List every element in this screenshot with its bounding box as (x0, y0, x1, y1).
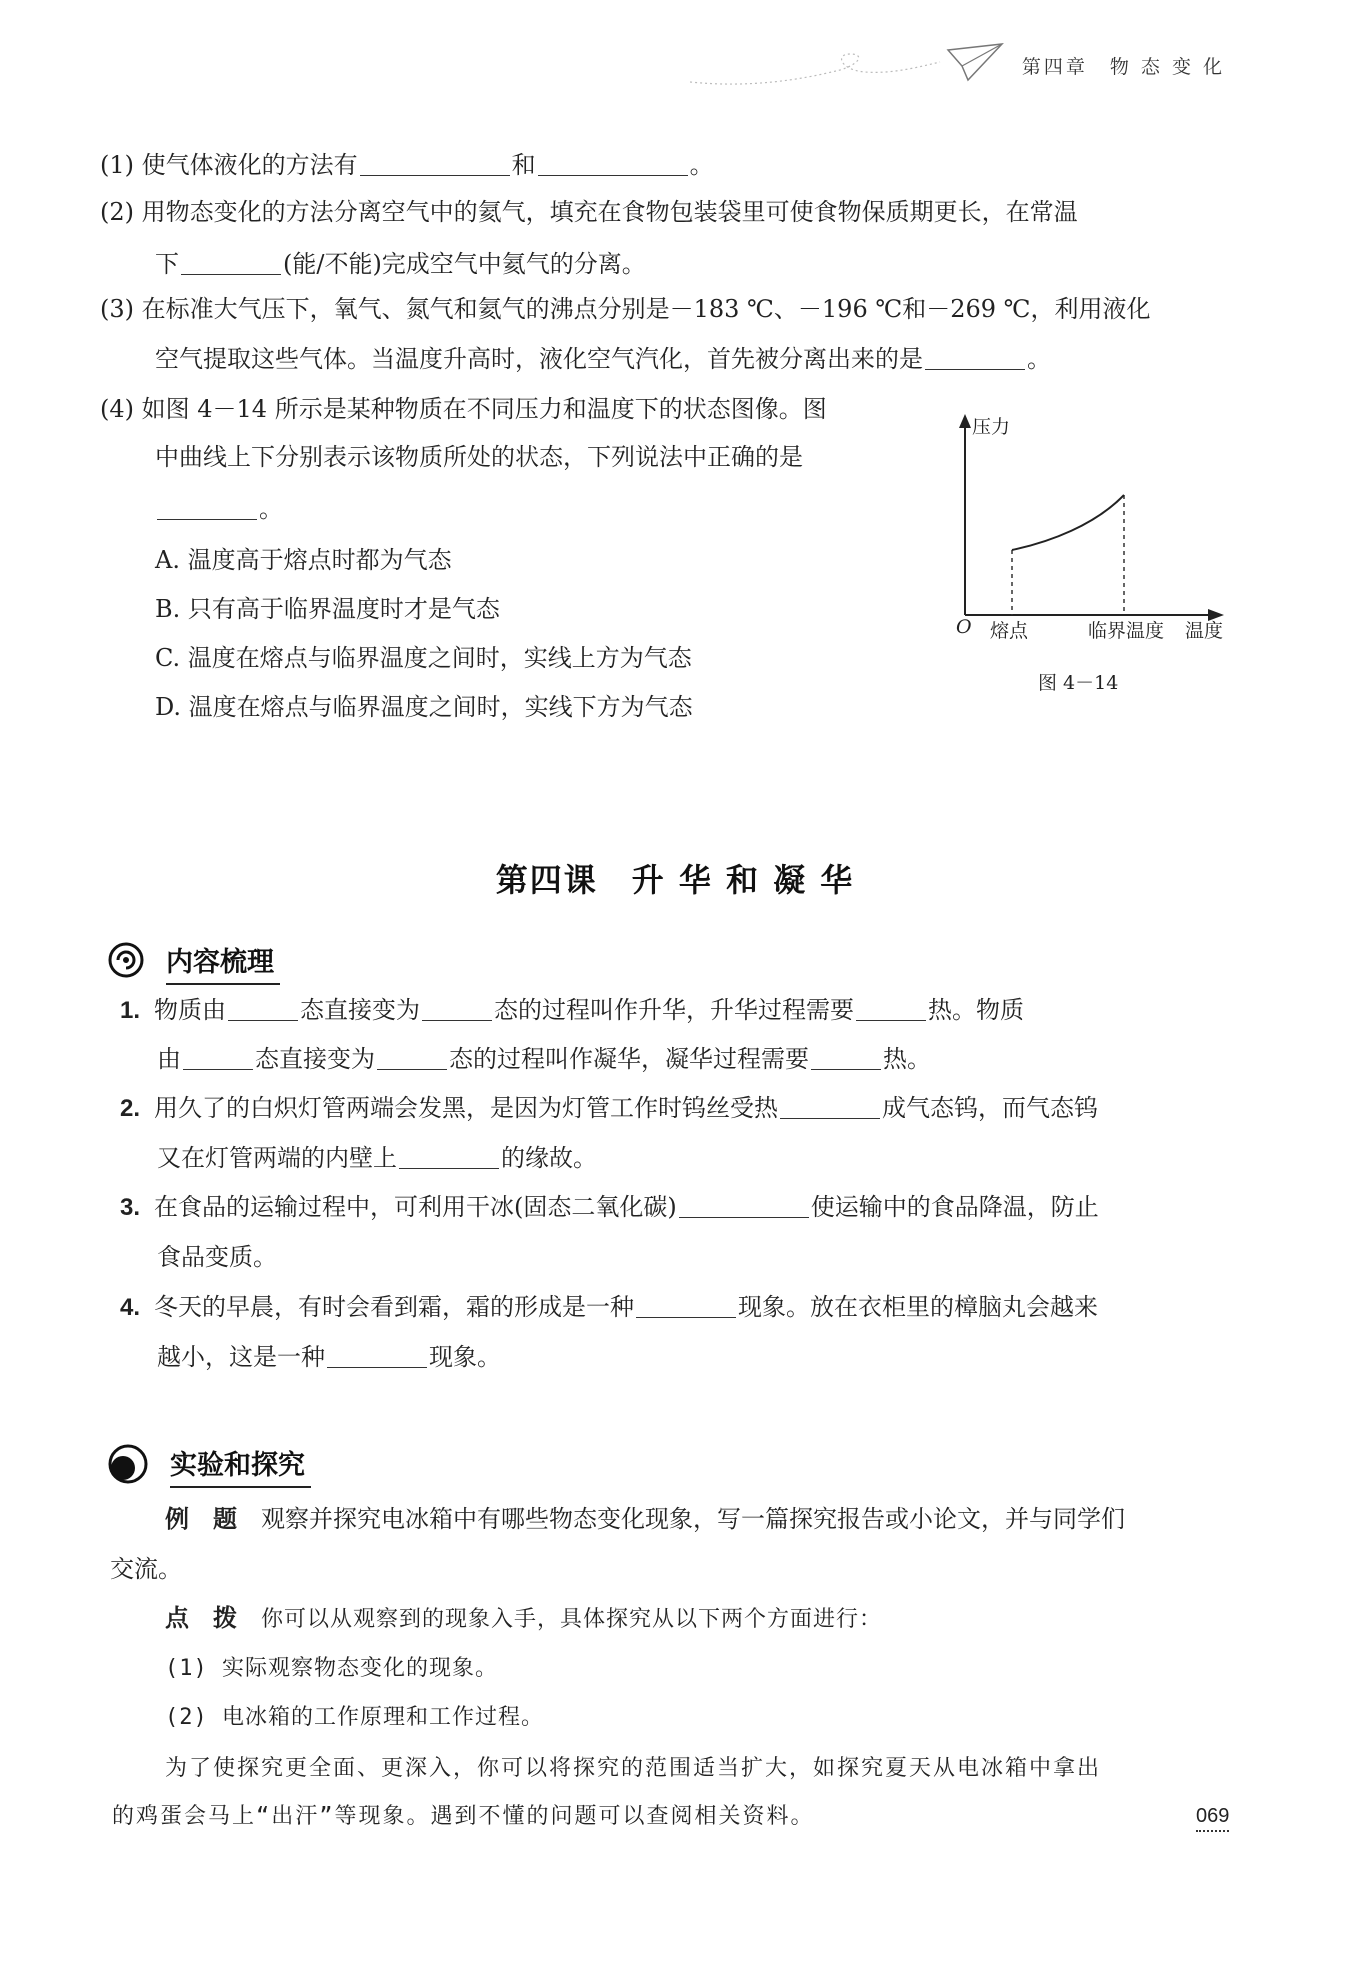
text: 用久了的白炽灯管两端会发黑，是因为灯管工作时钨丝受热 (154, 1094, 779, 1122)
hint-line-1 (165, 1601, 882, 1637)
hint-point-1: (1) 实际观察物态变化的现象。 (165, 1656, 498, 1681)
melting-point-label: 熔点 (990, 620, 1029, 642)
text: 成气态钨，而气态钨 (882, 1094, 1099, 1122)
text: 现象。放在衣柜里的樟脑丸会越来 (738, 1293, 1099, 1321)
answer-blank[interactable] (360, 153, 510, 176)
answer-blank[interactable] (925, 347, 1025, 370)
critical-temperature-label: 临界温度 (1088, 620, 1165, 642)
paragraph-line-2: 的鸡蛋会马上“出汗”等现象。遇到不懂的问题可以查阅相关资料。 (112, 1804, 815, 1829)
q1-end: 。 (689, 151, 714, 179)
q4-suffix: 。 (259, 495, 283, 523)
section-heading-text: 实验和探究 (170, 1450, 305, 1481)
answer-blank[interactable] (228, 998, 298, 1021)
text: 的缘故。 (501, 1144, 597, 1172)
answer-blank[interactable] (377, 1047, 447, 1070)
example-line-2: 交流。 (110, 1555, 182, 1583)
section-heading-content-review (166, 940, 274, 979)
review-item-3-line-1 (120, 1190, 1099, 1225)
question-2-line-1: (2) 用物态变化的方法分离空气中的氦气，填充在食物包装袋里可使食物保质期更长，在常温 (100, 198, 1078, 226)
state-diagram-figure (940, 410, 1240, 650)
review-item-2-line-2 (157, 1141, 597, 1175)
chapter-header: 第四章 物 态 变 化 (1021, 56, 1225, 78)
answer-blank[interactable] (181, 252, 281, 275)
text: 由 (157, 1045, 181, 1073)
review-item-3-line-2: 食品变质。 (157, 1243, 277, 1271)
answer-blank[interactable] (780, 1096, 880, 1119)
answer-blank[interactable] (327, 1345, 427, 1368)
text: 态的过程叫作升华，升华过程需要 (494, 996, 855, 1024)
q3-suffix: 。 (1027, 345, 1051, 373)
page-number: 069 (1196, 1805, 1229, 1832)
item-number: 1. (120, 997, 141, 1024)
q1-mid: 和 (511, 151, 536, 179)
spiral-icon (108, 942, 144, 978)
text: 热。物质 (928, 996, 1025, 1024)
option-c[interactable]: C. 温度在熔点与临界温度之间时，实线上方为气态 (155, 644, 692, 672)
text: 又在灯管两端的内壁上 (157, 1144, 397, 1172)
y-axis-arrow (959, 414, 971, 428)
review-item-2-line-1 (120, 1091, 1098, 1126)
item-number: 4. (120, 1294, 141, 1321)
answer-blank[interactable] (422, 998, 492, 1021)
answer-blank[interactable] (636, 1295, 736, 1318)
text: 热。 (883, 1045, 931, 1073)
text: 态直接变为 (300, 996, 421, 1024)
lesson-title: 第四课 升 华 和 凝 华 (495, 861, 855, 899)
question-4-line-2: 中曲线上下分别表示该物质所处的状态，下列说法中正确的是 (155, 443, 803, 471)
answer-blank[interactable] (399, 1146, 499, 1169)
text: 越小，这是一种 (157, 1343, 325, 1371)
experiment-icon (108, 1442, 152, 1486)
question-1 (100, 148, 714, 182)
answer-blank[interactable] (679, 1195, 809, 1218)
hint-text: 你可以从观察到的现象入手，具体探究从以下两个方面进行： (261, 1607, 883, 1632)
section-heading-experiment (170, 1443, 305, 1482)
question-2-line-2 (155, 247, 646, 281)
review-item-1-line-2 (157, 1042, 931, 1076)
answer-blank[interactable] (538, 153, 688, 176)
item-number: 3. (120, 1194, 141, 1221)
question-4-line-3 (155, 492, 283, 526)
state-curve (1012, 495, 1124, 550)
answer-blank[interactable] (856, 998, 926, 1021)
review-item-4-line-1 (120, 1290, 1098, 1325)
question-3-line-1: (3) 在标准大气压下，氧气、氮气和氦气的沸点分别是－183 ℃、－196 ℃和－269 ℃，利用液化 (100, 295, 1151, 323)
q1-prefix: (1) 使气体液化的方法有 (100, 151, 358, 179)
item-number: 2. (120, 1095, 141, 1122)
text: 物质由 (154, 996, 227, 1024)
example-line-1 (165, 1502, 1125, 1536)
option-d[interactable]: D. 温度在熔点与临界温度之间时，实线下方为气态 (155, 693, 693, 721)
paragraph-line-1: 为了使探究更全面、更深入，你可以将探究的范围适当扩大，如探究夏天从电冰箱中拿出 (165, 1756, 1102, 1781)
review-item-1-line-1 (120, 993, 1024, 1028)
review-item-4-line-2 (157, 1340, 501, 1374)
option-a[interactable]: A. 温度高于熔点时都为气态 (155, 546, 452, 574)
text: 态的过程叫作凝华，凝华过程需要 (449, 1045, 809, 1073)
paper-plane-decoration (690, 40, 1010, 100)
section-heading-text: 内容梳理 (166, 947, 274, 978)
figure-caption: 图 4－14 (1038, 672, 1119, 694)
text: 在食品的运输过程中，可利用干冰(固态二氧化碳) (154, 1193, 677, 1221)
answer-blank[interactable] (183, 1047, 253, 1070)
text: 态直接变为 (255, 1045, 375, 1073)
text: 冬天的早晨，有时会看到霜，霜的形成是一种 (154, 1293, 635, 1321)
answer-blank[interactable] (157, 497, 257, 520)
text: 使运输中的食品降温，防止 (810, 1193, 1099, 1221)
y-axis-label: 压力 (972, 416, 1011, 438)
question-3-line-2 (155, 342, 1051, 376)
example-label: 例 题 (165, 1505, 237, 1533)
q3-prefix: 空气提取这些气体。当温度升高时，液化空气汽化，首先被分离出来的是 (155, 345, 923, 373)
q2-suffix: (能/不能)完成空气中氦气的分离。 (283, 250, 646, 278)
origin-label: O (956, 616, 972, 638)
question-4-line-1: (4) 如图 4－14 所示是某种物质在不同压力和温度下的状态图像。图 (100, 395, 827, 423)
x-axis-label: 温度 (1185, 620, 1224, 642)
answer-blank[interactable] (811, 1047, 881, 1070)
option-b[interactable]: B. 只有高于临界温度时才是气态 (155, 595, 500, 623)
q2-prefix: 下 (155, 250, 179, 278)
text: 现象。 (429, 1343, 501, 1371)
hint-label: 点 拨 (165, 1604, 237, 1632)
example-text: 观察并探究电冰箱中有哪些物态变化现象，写一篇探究报告或小论文，并与同学们 (261, 1505, 1125, 1533)
hint-point-2: (2) 电冰箱的工作原理和工作过程。 (165, 1705, 544, 1730)
